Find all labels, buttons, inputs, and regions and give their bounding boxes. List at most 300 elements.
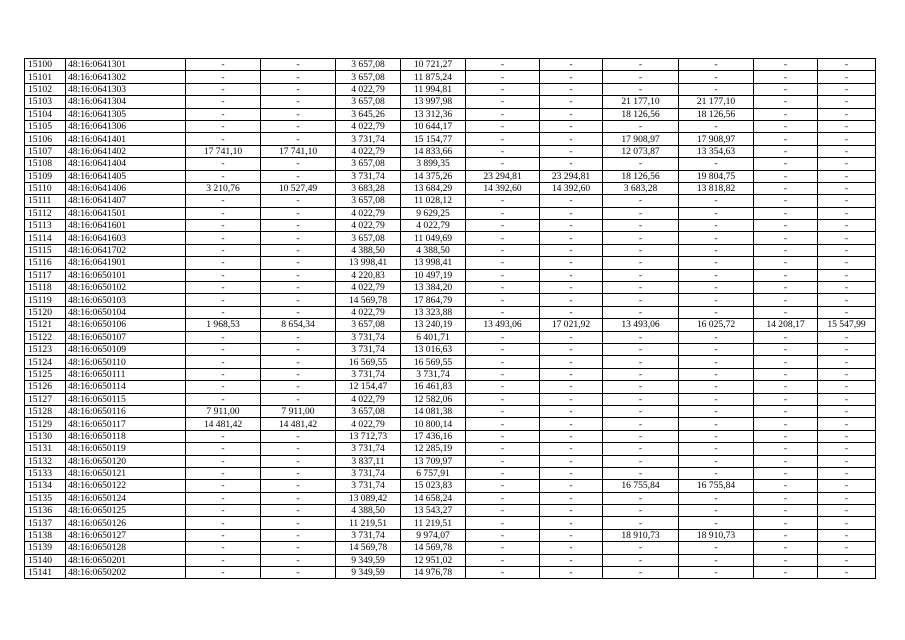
table-cell: 3 731,74: [336, 529, 401, 541]
table-cell: -: [603, 356, 679, 368]
table-cell: 15111: [25, 195, 66, 207]
table-cell: 3 837,11: [336, 455, 401, 467]
table-cell: -: [679, 356, 754, 368]
table-cell: -: [540, 306, 603, 318]
table-cell: -: [603, 257, 679, 269]
table-cell: 14 081,38: [401, 405, 466, 417]
table-cell: -: [540, 505, 603, 517]
table-row: [25, 517, 876, 529]
table-row: [25, 108, 876, 120]
table-cell: -: [186, 430, 261, 442]
table-cell: -: [679, 467, 754, 479]
table-cell: -: [818, 83, 876, 95]
table-row: [25, 542, 876, 554]
table-cell: -: [603, 158, 679, 170]
table-cell: 4 388,50: [401, 244, 466, 256]
table-cell: -: [261, 529, 336, 541]
table-cell: -: [261, 554, 336, 566]
table-cell: 15 154,77: [401, 133, 466, 145]
table-cell: -: [679, 405, 754, 417]
table-cell: -: [540, 405, 603, 417]
table-cell: -: [540, 96, 603, 108]
table-cell: 14 392,60: [540, 182, 603, 194]
table-cell: 15141: [25, 567, 66, 579]
table-cell: -: [754, 158, 818, 170]
table-cell: -: [679, 158, 754, 170]
table-cell: -: [466, 257, 540, 269]
table-cell: -: [540, 145, 603, 157]
table-cell: -: [754, 170, 818, 182]
table-body: [25, 59, 876, 579]
table-cell: 3 657,08: [336, 232, 401, 244]
table-cell: -: [818, 269, 876, 281]
table-cell: -: [540, 120, 603, 132]
table-cell: 15128: [25, 405, 66, 417]
table-cell: 3 683,28: [336, 182, 401, 194]
table-cell: 15133: [25, 467, 66, 479]
table-cell: -: [186, 505, 261, 517]
table-row: [25, 120, 876, 132]
table-cell: 15120: [25, 306, 66, 318]
table-cell: -: [261, 59, 336, 71]
table-cell: -: [818, 182, 876, 194]
table-cell: -: [679, 294, 754, 306]
table-cell: -: [186, 170, 261, 182]
table-row: [25, 368, 876, 380]
table-cell: -: [540, 529, 603, 541]
table-cell: -: [818, 567, 876, 579]
table-row: [25, 269, 876, 281]
table-cell: 9 349,59: [336, 554, 401, 566]
table-cell: -: [466, 368, 540, 380]
table-cell: 48:16:0650116: [66, 405, 186, 417]
table-cell: -: [603, 467, 679, 479]
table-cell: -: [261, 170, 336, 182]
table-cell: 4 220,83: [336, 269, 401, 281]
table-row: [25, 567, 876, 579]
table-cell: 11 049,69: [401, 232, 466, 244]
table-cell: -: [186, 306, 261, 318]
table-cell: -: [818, 232, 876, 244]
table-cell: -: [603, 343, 679, 355]
table-cell: -: [818, 120, 876, 132]
table-cell: 3 731,74: [336, 133, 401, 145]
table-cell: -: [754, 257, 818, 269]
table-cell: -: [261, 108, 336, 120]
table-cell: -: [186, 133, 261, 145]
table-cell: -: [603, 83, 679, 95]
table-cell: -: [754, 542, 818, 554]
table-row: [25, 220, 876, 232]
table-cell: 3 683,28: [603, 182, 679, 194]
table-cell: 11 875,24: [401, 71, 466, 83]
table-cell: 9 629,25: [401, 207, 466, 219]
table-cell: -: [818, 244, 876, 256]
table-cell: -: [540, 257, 603, 269]
table-row: [25, 83, 876, 95]
table-cell: 48:16:0641301: [66, 59, 186, 71]
table-cell: 48:16:0650106: [66, 319, 186, 331]
table-cell: 16 461,83: [401, 381, 466, 393]
table-cell: -: [679, 220, 754, 232]
table-cell: 3 657,08: [336, 319, 401, 331]
table-cell: -: [261, 455, 336, 467]
table-row: [25, 418, 876, 430]
table-cell: -: [818, 195, 876, 207]
table-row: [25, 331, 876, 343]
table-cell: 10 800,14: [401, 418, 466, 430]
table-cell: -: [679, 430, 754, 442]
table-cell: -: [186, 480, 261, 492]
table-cell: 17 908,97: [603, 133, 679, 145]
table-cell: -: [466, 492, 540, 504]
table-cell: -: [679, 257, 754, 269]
table-cell: -: [186, 356, 261, 368]
table-cell: -: [261, 356, 336, 368]
table-row: [25, 356, 876, 368]
table-cell: 15139: [25, 542, 66, 554]
table-cell: 48:16:0650107: [66, 331, 186, 343]
table-cell: 15132: [25, 455, 66, 467]
data-table: [24, 58, 876, 579]
table-cell: -: [466, 108, 540, 120]
table-cell: 48:16:0650201: [66, 554, 186, 566]
table-cell: -: [754, 145, 818, 157]
table-cell: 3 731,74: [336, 343, 401, 355]
table-cell: -: [186, 158, 261, 170]
table-cell: -: [186, 492, 261, 504]
table-cell: -: [261, 294, 336, 306]
table-row: [25, 455, 876, 467]
table-cell: 7 911,00: [186, 405, 261, 417]
table-row: [25, 182, 876, 194]
table-cell: -: [186, 393, 261, 405]
table-cell: 13 384,20: [401, 282, 466, 294]
table-cell: -: [679, 282, 754, 294]
table-cell: 15110: [25, 182, 66, 194]
table-row: [25, 59, 876, 71]
table-cell: -: [540, 108, 603, 120]
table-cell: -: [754, 529, 818, 541]
table-row: [25, 195, 876, 207]
table-cell: -: [754, 294, 818, 306]
table-cell: -: [466, 443, 540, 455]
table-cell: 48:16:0650119: [66, 443, 186, 455]
table-cell: 48:16:0641402: [66, 145, 186, 157]
table-cell: -: [540, 133, 603, 145]
table-cell: -: [679, 343, 754, 355]
table-cell: -: [466, 145, 540, 157]
table-cell: -: [818, 331, 876, 343]
table-cell: 14 569,78: [401, 542, 466, 554]
table-cell: -: [466, 120, 540, 132]
table-row: [25, 492, 876, 504]
table-cell: -: [261, 96, 336, 108]
table-row: [25, 430, 876, 442]
table-cell: 10 497,19: [401, 269, 466, 281]
table-cell: -: [818, 294, 876, 306]
table-cell: -: [818, 418, 876, 430]
table-row: [25, 145, 876, 157]
table-cell: 15122: [25, 331, 66, 343]
table-cell: 4 022,79: [336, 120, 401, 132]
table-cell: -: [540, 343, 603, 355]
table-cell: 23 294,81: [540, 170, 603, 182]
table-cell: 3 657,08: [336, 71, 401, 83]
table-cell: -: [261, 244, 336, 256]
table-cell: 12 951,02: [401, 554, 466, 566]
table-cell: 48:16:0650117: [66, 418, 186, 430]
table-cell: -: [679, 59, 754, 71]
table-cell: -: [818, 480, 876, 492]
table-cell: -: [540, 158, 603, 170]
table-cell: 13 997,98: [401, 96, 466, 108]
table-cell: -: [540, 542, 603, 554]
table-cell: 15129: [25, 418, 66, 430]
table-cell: -: [261, 505, 336, 517]
table-cell: -: [818, 455, 876, 467]
table-cell: -: [466, 542, 540, 554]
table-cell: 3 731,74: [336, 480, 401, 492]
table-cell: 10 644,17: [401, 120, 466, 132]
table-cell: -: [186, 567, 261, 579]
table-cell: 15104: [25, 108, 66, 120]
table-cell: -: [818, 443, 876, 455]
table-cell: -: [603, 492, 679, 504]
table-cell: -: [261, 443, 336, 455]
table-cell: 48:16:0650114: [66, 381, 186, 393]
table-cell: -: [261, 282, 336, 294]
table-cell: 14 976,78: [401, 567, 466, 579]
table-cell: 16 569,55: [336, 356, 401, 368]
table-cell: 15113: [25, 220, 66, 232]
table-cell: -: [540, 220, 603, 232]
table-row: [25, 393, 876, 405]
table-cell: 48:16:0650121: [66, 467, 186, 479]
table-cell: 48:16:0641303: [66, 83, 186, 95]
table-cell: 10 721,27: [401, 59, 466, 71]
table-cell: -: [540, 430, 603, 442]
table-cell: -: [186, 331, 261, 343]
table-cell: 15121: [25, 319, 66, 331]
table-cell: -: [261, 517, 336, 529]
table-cell: -: [679, 207, 754, 219]
table-cell: -: [261, 368, 336, 380]
table-cell: -: [754, 405, 818, 417]
table-cell: 15117: [25, 269, 66, 281]
table-cell: 4 388,50: [336, 505, 401, 517]
table-cell: -: [466, 529, 540, 541]
table-cell: -: [679, 505, 754, 517]
table-cell: -: [261, 381, 336, 393]
table-cell: -: [186, 83, 261, 95]
table-cell: -: [603, 282, 679, 294]
table-cell: -: [186, 257, 261, 269]
table-cell: -: [466, 195, 540, 207]
table-row: [25, 158, 876, 170]
table-cell: 13 684,29: [401, 182, 466, 194]
table-cell: 48:16:0641603: [66, 232, 186, 244]
table-cell: -: [603, 554, 679, 566]
table-cell: 13 818,82: [679, 182, 754, 194]
table-cell: -: [540, 418, 603, 430]
table-cell: -: [186, 529, 261, 541]
table-cell: -: [754, 96, 818, 108]
table-row: [25, 294, 876, 306]
table-cell: -: [818, 257, 876, 269]
table-cell: -: [818, 59, 876, 71]
table-cell: 7 911,00: [261, 405, 336, 417]
table-cell: 12 582,06: [401, 393, 466, 405]
table-cell: -: [679, 455, 754, 467]
table-cell: -: [186, 120, 261, 132]
table-cell: 15112: [25, 207, 66, 219]
table-cell: 48:16:0641404: [66, 158, 186, 170]
table-cell: -: [186, 455, 261, 467]
table-cell: 48:16:0650128: [66, 542, 186, 554]
table-cell: 17 908,97: [679, 133, 754, 145]
table-cell: -: [754, 71, 818, 83]
table-cell: 15115: [25, 244, 66, 256]
table-cell: 17 741,10: [186, 145, 261, 157]
table-cell: -: [540, 467, 603, 479]
table-row: [25, 207, 876, 219]
table-cell: -: [754, 418, 818, 430]
table-cell: -: [754, 443, 818, 455]
table-cell: -: [603, 59, 679, 71]
table-cell: 6 401,71: [401, 331, 466, 343]
table-cell: -: [679, 71, 754, 83]
table-cell: -: [818, 405, 876, 417]
table-cell: -: [261, 207, 336, 219]
table-row: [25, 71, 876, 83]
table-cell: 23 294,81: [466, 170, 540, 182]
table-cell: 13 240,19: [401, 319, 466, 331]
table-cell: 48:16:0650104: [66, 306, 186, 318]
table-cell: 48:16:0650115: [66, 393, 186, 405]
table-cell: 48:16:0641901: [66, 257, 186, 269]
table-cell: 15107: [25, 145, 66, 157]
table-cell: 3 731,74: [401, 368, 466, 380]
table-cell: -: [818, 492, 876, 504]
table-cell: -: [540, 443, 603, 455]
table-row: [25, 443, 876, 455]
table-cell: 15124: [25, 356, 66, 368]
table-cell: 15 023,83: [401, 480, 466, 492]
table-cell: 4 022,79: [336, 207, 401, 219]
table-cell: -: [754, 480, 818, 492]
table-cell: -: [540, 244, 603, 256]
table-cell: -: [679, 306, 754, 318]
table-cell: 15137: [25, 517, 66, 529]
table-cell: -: [466, 393, 540, 405]
table-cell: 15130: [25, 430, 66, 442]
table-cell: -: [540, 207, 603, 219]
table-cell: -: [754, 306, 818, 318]
table-cell: -: [540, 455, 603, 467]
table-cell: -: [603, 505, 679, 517]
table-cell: -: [466, 232, 540, 244]
table-cell: 16 569,55: [401, 356, 466, 368]
table-cell: 13 712,73: [336, 430, 401, 442]
table-cell: 15116: [25, 257, 66, 269]
table-cell: 15114: [25, 232, 66, 244]
table-cell: -: [186, 542, 261, 554]
table-cell: 10 527,49: [261, 182, 336, 194]
table-cell: -: [754, 244, 818, 256]
table-cell: -: [754, 505, 818, 517]
table-cell: -: [754, 492, 818, 504]
table-cell: -: [261, 567, 336, 579]
table-cell: 48:16:0641501: [66, 207, 186, 219]
table-cell: -: [261, 71, 336, 83]
table-cell: 15135: [25, 492, 66, 504]
table-cell: -: [186, 381, 261, 393]
table-cell: -: [818, 554, 876, 566]
table-cell: -: [466, 381, 540, 393]
table-cell: 48:16:0641407: [66, 195, 186, 207]
table-cell: -: [186, 294, 261, 306]
table-cell: -: [466, 567, 540, 579]
table-row: [25, 505, 876, 517]
table-cell: -: [466, 244, 540, 256]
table-cell: -: [818, 368, 876, 380]
table-cell: 13 016,63: [401, 343, 466, 355]
table-cell: -: [466, 133, 540, 145]
table-cell: 4 022,79: [401, 220, 466, 232]
table-cell: -: [540, 554, 603, 566]
table-cell: 15 547,99: [818, 319, 876, 331]
table-cell: -: [754, 282, 818, 294]
table-cell: 4 022,79: [336, 282, 401, 294]
table-cell: 48:16:0641601: [66, 220, 186, 232]
table-cell: 3 210,76: [186, 182, 261, 194]
table-cell: -: [818, 343, 876, 355]
table-cell: -: [754, 232, 818, 244]
table-cell: -: [466, 343, 540, 355]
table-cell: 13 709,97: [401, 455, 466, 467]
table-cell: -: [466, 269, 540, 281]
table-cell: 14 392,60: [466, 182, 540, 194]
table-row: [25, 96, 876, 108]
table-cell: -: [466, 220, 540, 232]
table-cell: -: [540, 480, 603, 492]
table-cell: 8 654,34: [261, 319, 336, 331]
table-cell: 15103: [25, 96, 66, 108]
table-cell: 21 177,10: [603, 96, 679, 108]
table-cell: -: [540, 492, 603, 504]
table-cell: -: [466, 480, 540, 492]
table-cell: -: [818, 467, 876, 479]
table-cell: 4 022,79: [336, 306, 401, 318]
table-cell: -: [603, 294, 679, 306]
table-cell: 4 388,50: [336, 244, 401, 256]
table-cell: -: [540, 71, 603, 83]
table-cell: -: [679, 269, 754, 281]
table-cell: 3 657,08: [336, 158, 401, 170]
table-cell: -: [754, 269, 818, 281]
table-cell: 48:16:0650127: [66, 529, 186, 541]
table-cell: -: [261, 158, 336, 170]
table-cell: -: [818, 529, 876, 541]
table-row: [25, 257, 876, 269]
table-cell: -: [679, 331, 754, 343]
table-cell: -: [818, 505, 876, 517]
table-cell: -: [466, 455, 540, 467]
table-row: [25, 170, 876, 182]
table-cell: -: [679, 120, 754, 132]
table-cell: 48:16:0641702: [66, 244, 186, 256]
